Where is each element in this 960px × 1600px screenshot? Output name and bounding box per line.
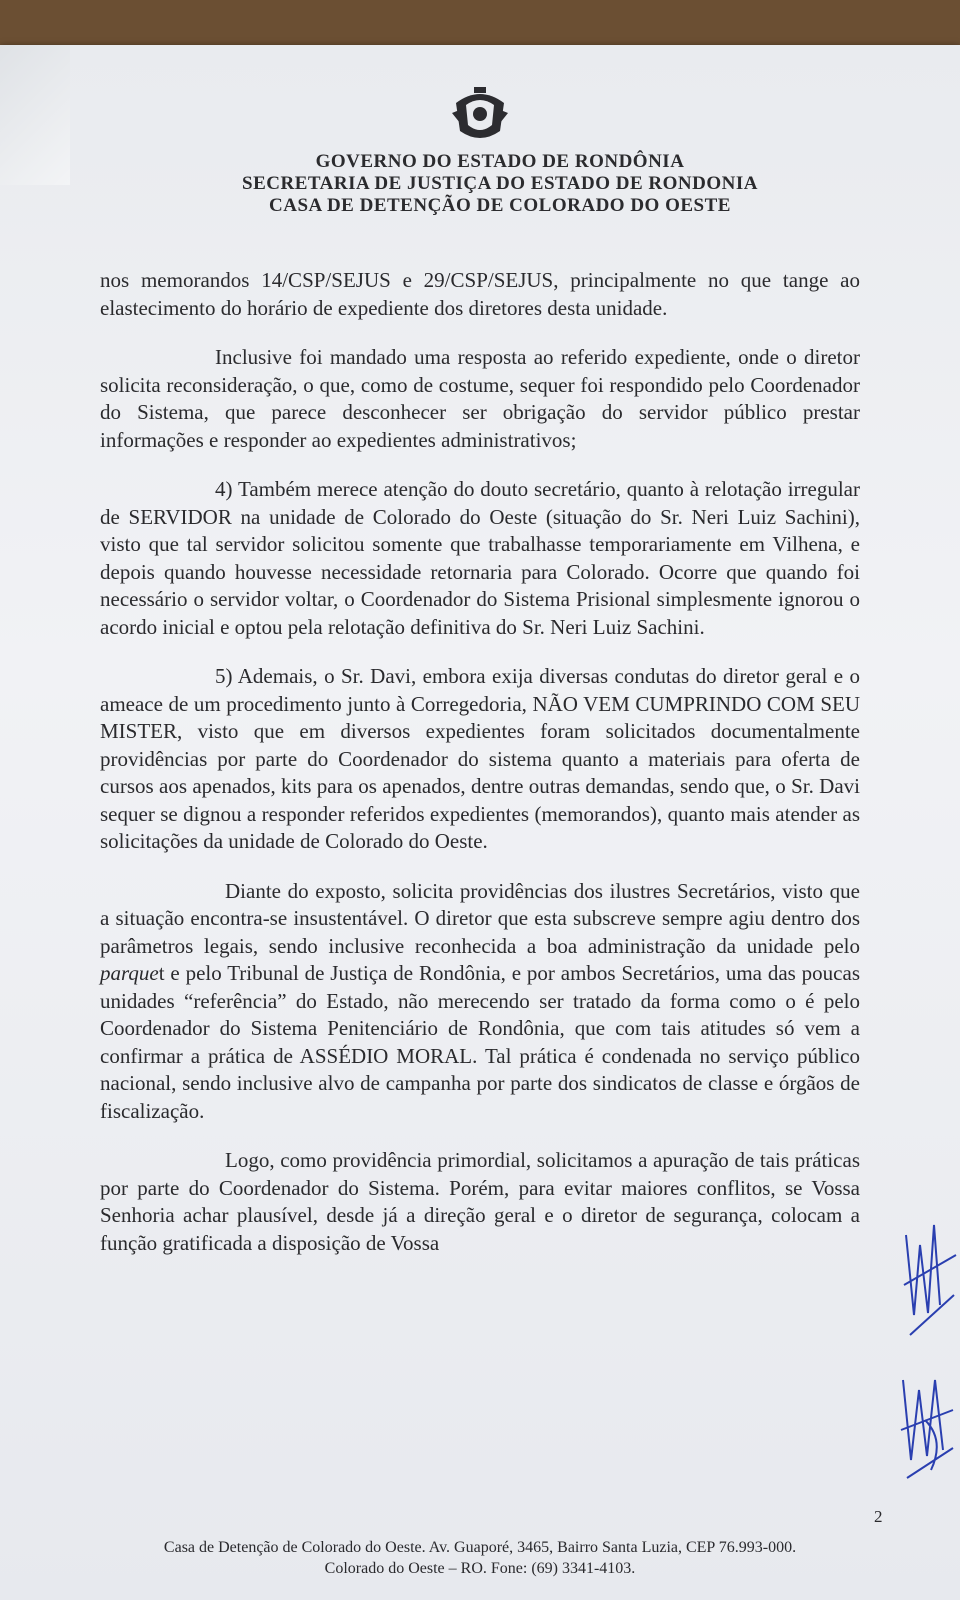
paragraph-5-part-1: Diante do exposto, solicita providências dos ilustres Secretários, visto que a situação encontra-se insustentável. O diretor que esta subscreve sempre agiu dentro dos parâmetros legais, sendo inclusive reconhecida a boa administração da unidade pelo: [100, 878, 860, 958]
letterhead-line-1: GOVERNO DO ESTADO DE RONDÔNIA: [315, 151, 685, 172]
document-page: [0, 45, 960, 1600]
page-footer: [0, 1537, 960, 1579]
footer-address: Casa de Detenção de Colorado do Oeste. Av. Guaporé, 3465, Bairro Santa Luzia, CEP 76.993-000.: [163, 1539, 797, 1556]
initials-signature-2: [895, 1360, 957, 1490]
paragraph-5: [100, 878, 860, 1126]
paragraph-5-italic: parque: [100, 961, 159, 985]
paragraph-2: Inclusive foi mandado uma resposta ao referido expediente, onde o diretor solicita reconsideração, o que, como de costume, sequer foi respondido pelo Coordenador do Sistema, que parece desconhecer ser obrigação do servidor público prestar informações e responder ao expedientes administrativos;: [100, 345, 860, 452]
paragraph-3: 4) Também merece atenção do douto secretário, quanto à relotação irregular de SERVIDOR na unidade de Colorado do Oeste (situação do Sr. Neri Luiz Sachini), visto que tal servidor solicitou somente que trabalhasse temporariamente em Vilhena, e depois quando houvesse necessidade retornaria para Colorado. Ocorre que quando foi necessário o servidor voltar, o Coordenador do Sistema Prisional simplesmente ignorou o acordo inicial e optou pela relotação definitiva do Sr. Neri Luiz Sachini.: [100, 477, 860, 639]
paragraph-6: Logo, como providência primordial, solicitamos a apuração de tais práticas por parte do Coordenador do Sistema. Porém, para evitar maiores conflitos, se Vossa Senhoria achar plausível, desde já a direção geral e o diretor de segurança, colocam a função gratificada a disposição de Vossa: [100, 1148, 860, 1255]
page-number: 2: [874, 1507, 883, 1526]
paragraph-4: 5) Ademais, o Sr. Davi, embora exija diversas condutas do diretor geral e o ameace de um procedimento junto à Corregedoria, NÃO VEM CUMPRINDO COM SEU MISTER, visto que em diversos expedientes foram solicitados documentalmente providências por parte do Coordenador do sistema quanto a materiais para oferta de cursos aos apenados, kits para os apenados, dentre outras demandas, sendo que, o Sr. Davi sequer se dignou a responder referidos expedientes (memorandos), quanto mais atender as solicitações da unidade de Colorado do Oeste.: [100, 664, 860, 853]
paragraph-5-part-2: t e pelo Tribunal de Justiça de Rondônia, e por ambos Secretários, uma das poucas unidades “referência” do Estado, não merecendo ser tratado da forma como o é pelo Coordenador do Sistema Penitenciário de Rondônia, que com tais atitudes só vem a confirmar a prática de ASSÉDIO MORAL. Tal prática é condenada no serviço público nacional, sendo inclusive alvo de campanha por parte dos sindicatos de classe e órgãos de fiscalização.: [100, 961, 860, 1123]
letterhead: [0, 83, 960, 217]
paragraph-1: nos memorandos 14/CSP/SEJUS e 29/CSP/SEJUS, principalmente no que tange ao elastecimento do horário de expediente dos diretores desta unidade.: [100, 268, 860, 320]
footer-contact: Colorado do Oeste – RO. Fone: (69) 3341-4103.: [324, 1560, 636, 1577]
letterhead-line-3: CASA DE DETENÇÃO DE COLORADO DO OESTE: [269, 195, 731, 216]
initials-signature-1: [900, 1195, 958, 1345]
coat-of-arms-icon: [448, 83, 512, 145]
letter-body: [100, 267, 860, 1279]
letterhead-line-2: SECRETARIA DE JUSTIÇA DO ESTADO DE RONDONIA: [242, 173, 758, 194]
